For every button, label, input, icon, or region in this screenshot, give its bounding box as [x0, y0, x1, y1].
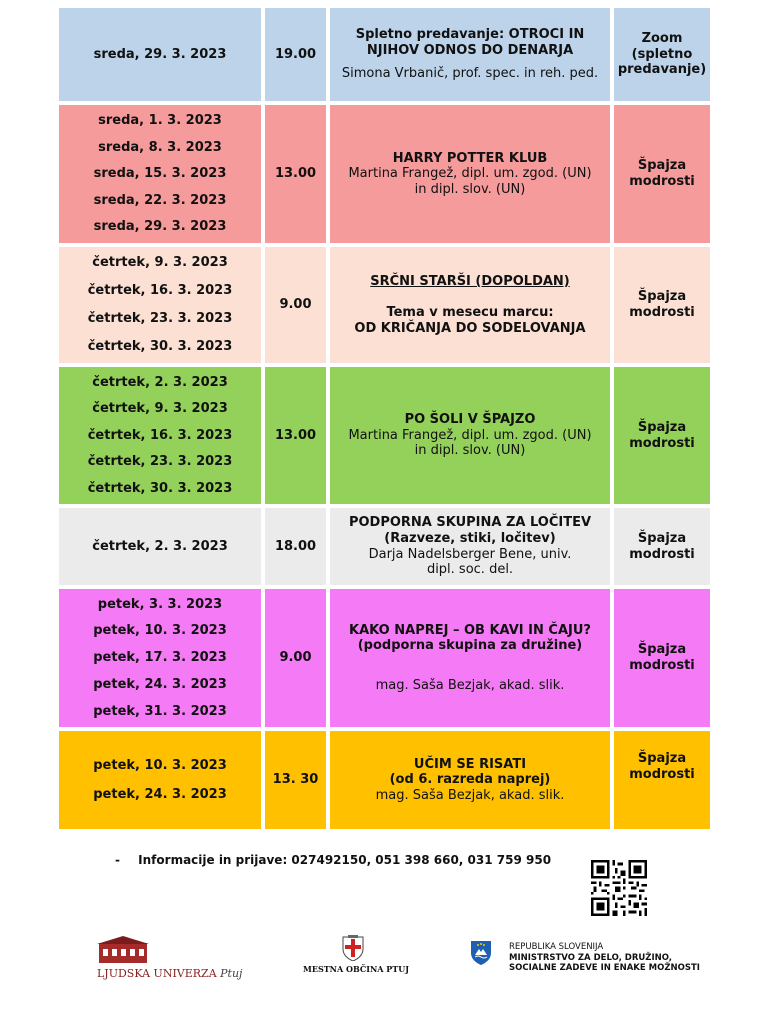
date: petek, 17. 3. 2023 [93, 650, 227, 666]
mestna-obcina-logo[interactable] [303, 935, 410, 985]
time-cell: 13.00 [265, 367, 326, 504]
date: petek, 31. 3. 2023 [93, 703, 227, 719]
event-presenter: Darja Nadelsberger Bene, univ. dipl. soc. del. [368, 546, 572, 578]
location-cell: Špajza modrosti [614, 367, 710, 504]
date: petek, 24. 3. 2023 [93, 676, 227, 692]
date: četrtek, 9. 3. 2023 [92, 401, 228, 417]
republika-slovenija-logo[interactable] [470, 940, 710, 985]
ljudska-univerza-logo[interactable] [97, 935, 257, 985]
date-cell [59, 8, 261, 101]
time-cell: 18.00 [265, 508, 326, 585]
event-presenter: Simona Vrbanič, prof. spec. in reh. ped. [341, 66, 599, 82]
qr-code-icon[interactable] [591, 860, 647, 916]
date-cell [59, 731, 261, 829]
coat-of-arms-icon [342, 935, 364, 961]
schedule-row [59, 731, 710, 829]
ministry-text [509, 942, 700, 974]
ministry-line-1: REPUBLIKA SLOVENIJA [509, 942, 604, 952]
event-title: HARRY POTTER KLUB [392, 150, 548, 166]
event-title: UČIM SE RISATI [413, 756, 527, 772]
ljudska-univerza-city: Ptuj [220, 967, 243, 980]
date: četrtek, 9. 3. 2023 [92, 255, 228, 271]
date-cell [59, 247, 261, 363]
time-cell: 9.00 [265, 247, 326, 363]
event-title: Spletno predavanje: OTROCI IN NJIHOV ODNOS DO DENARJA [355, 27, 585, 58]
time-cell: 19.00 [265, 8, 326, 101]
location-cell: Špajza modrosti [614, 105, 710, 243]
date: četrtek, 30. 3. 2023 [87, 339, 233, 355]
event-presenter: mag. Saša Bezjak, akad. slik. [375, 677, 565, 693]
event-cell [330, 731, 610, 829]
date-cell [59, 589, 261, 727]
schedule-row [59, 105, 710, 243]
date: petek, 24. 3. 2023 [93, 786, 227, 802]
event-title: PODPORNA SKUPINA ZA LOČITEV [348, 515, 592, 531]
date-cell [59, 105, 261, 243]
date: četrtek, 16. 3. 2023 [87, 283, 233, 299]
ljudska-univerza-name: LJUDSKA UNIVERZA [97, 967, 217, 980]
building-icon [97, 935, 149, 963]
time-cell: 13. 30 [265, 731, 326, 829]
event-title: SRČNI STARŠI (DOPOLDAN) [370, 273, 570, 289]
time-cell: 13.00 [265, 105, 326, 243]
location-cell: Špajza modrosti [614, 589, 710, 727]
date: sreda, 1. 3. 2023 [98, 113, 222, 129]
event-cell [330, 508, 610, 585]
mestna-obcina-text: MESTNA OBČINA PTUJ [303, 964, 410, 974]
location-cell: Zoom (spletno predavanje) [614, 8, 710, 101]
time-cell: 9.00 [265, 589, 326, 727]
date: četrtek, 2. 3. 2023 [92, 538, 228, 554]
slovenia-crest-icon [470, 940, 492, 966]
event-presenter: mag. Saša Bezjak, akad. slik. [375, 787, 565, 803]
event-cell [330, 247, 610, 363]
ministry-line-3: SOCIALNE ZADEVE IN ENAKE MOŽNOSTI [509, 963, 700, 974]
date: četrtek, 16. 3. 2023 [87, 427, 233, 443]
schedule-row [59, 367, 710, 504]
date: sreda, 29. 3. 2023 [93, 218, 227, 234]
contact-text: Informacije in prijave: 027492150, 051 398 660, 031 759 950 [138, 853, 552, 867]
date: petek, 10. 3. 2023 [93, 757, 227, 773]
schedule-row [59, 589, 710, 727]
date: četrtek, 30. 3. 2023 [87, 480, 233, 496]
date: petek, 3. 3. 2023 [97, 596, 223, 612]
location-cell: Špajza modrosti [614, 247, 710, 363]
event-cell [330, 105, 610, 243]
date-cell [59, 367, 261, 504]
date: četrtek, 23. 3. 2023 [87, 454, 233, 470]
date-cell [59, 508, 261, 585]
event-subtitle: (od 6. razreda naprej) [389, 772, 551, 788]
date: četrtek, 2. 3. 2023 [92, 374, 228, 390]
event-cell [330, 589, 610, 727]
ljudska-univerza-text [97, 967, 242, 980]
event-title: KAKO NAPREJ – OB KAVI IN ČAJU? [349, 622, 591, 638]
event-presenter: Martina Frangež, dipl. um. zgod. (UN) in dipl. slov. (UN) [348, 427, 592, 459]
location-cell: Špajza modrosti [614, 731, 710, 829]
date: sreda, 29. 3. 2023 [93, 46, 227, 62]
date: četrtek, 23. 3. 2023 [87, 311, 233, 327]
date: petek, 10. 3. 2023 [93, 623, 227, 639]
schedule-row [59, 508, 710, 585]
location-cell: Špajza modrosti [614, 508, 710, 585]
event-subtitle: (podporna skupina za družine) [357, 638, 583, 654]
date: sreda, 15. 3. 2023 [93, 166, 227, 182]
event-presenter: Martina Frangež, dipl. um. zgod. (UN) in dipl. slov. (UN) [348, 166, 592, 197]
bullet: - [115, 853, 120, 867]
schedule-row [59, 8, 710, 101]
event-subtitle: Tema v mesecu marcu: [386, 305, 554, 321]
schedule-row [59, 247, 710, 363]
date: sreda, 8. 3. 2023 [98, 139, 222, 155]
event-cell [330, 367, 610, 504]
contact-info [115, 853, 551, 867]
event-title: PO ŠOLI V ŠPAJZO [404, 412, 536, 428]
ministry-line-2: MINISTRSTVO ZA DELO, DRUŽINO, [509, 952, 673, 963]
date: sreda, 22. 3. 2023 [93, 192, 227, 208]
event-cell [330, 8, 610, 101]
event-theme: OD KRIČANJA DO SODELOVANJA [354, 320, 586, 336]
event-subtitle: (Razveze, stiki, ločitev) [384, 530, 556, 546]
